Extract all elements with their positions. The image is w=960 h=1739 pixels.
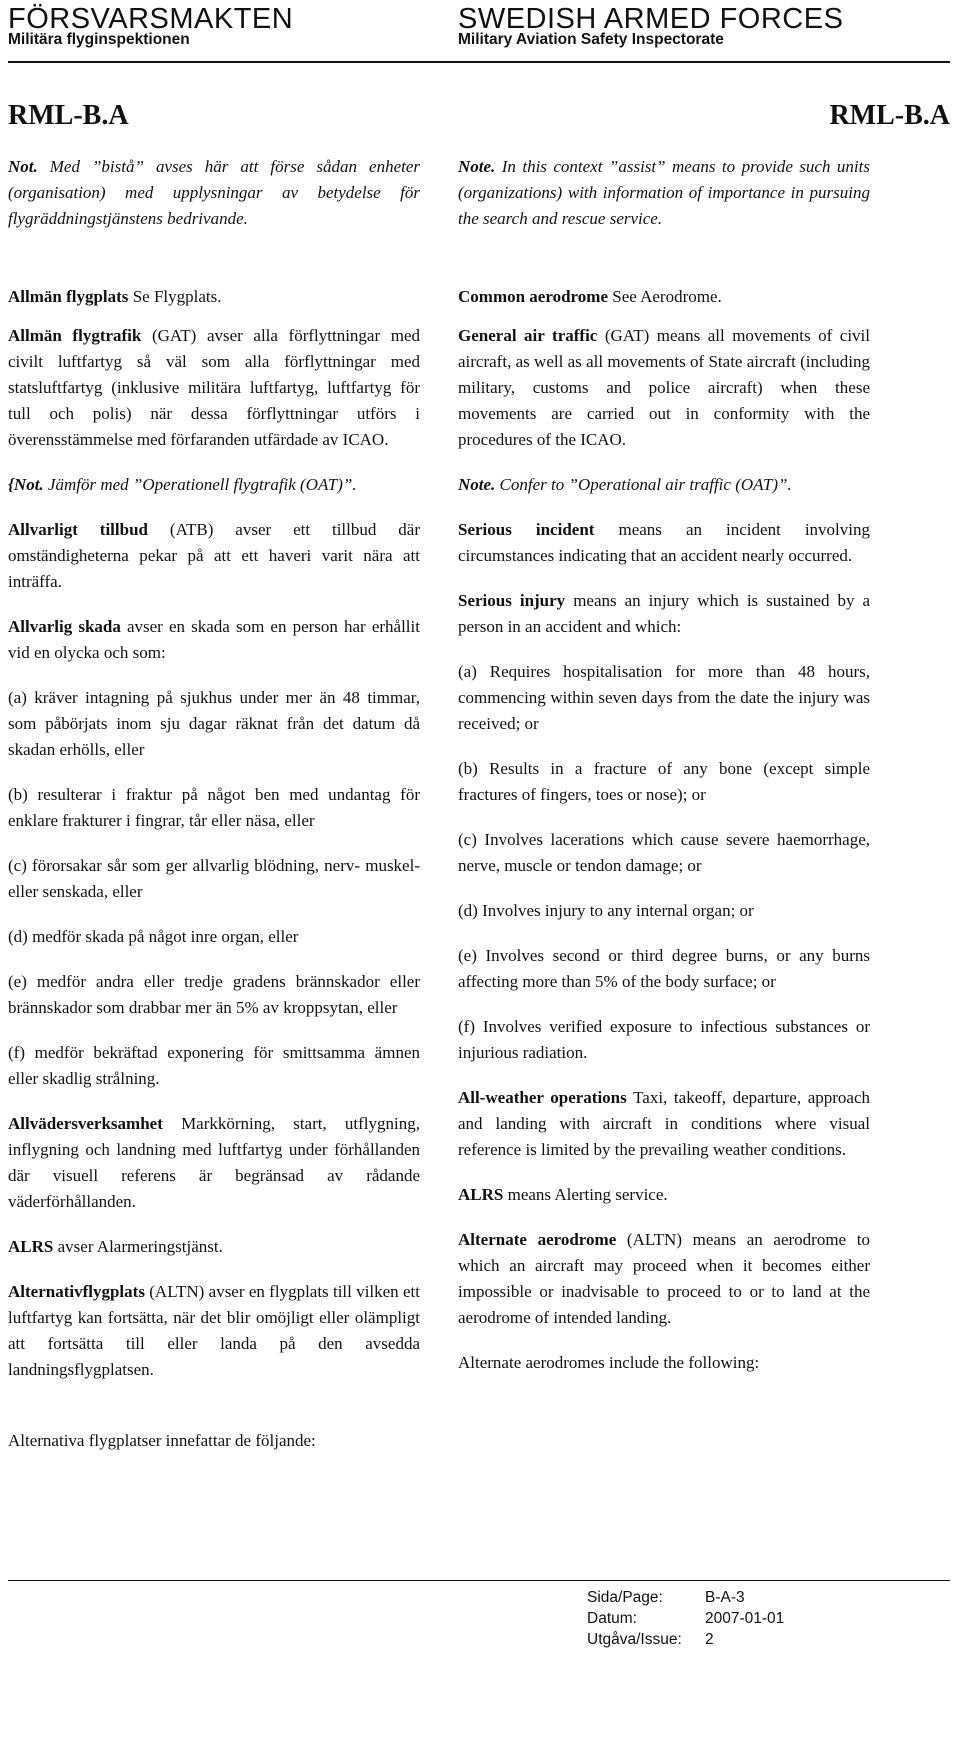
list-item-c: (c) Involves lacerations which cause severe haemorrhage, nerve, muscle or tendon damage; or xyxy=(458,830,870,875)
term-allvadersverksamhet: Allvädersverksamhet Markkörning, start, utflygning, inflygning och landning med luftfartyg under förhållanden där visuell referens är begränsad av rådande väderförhållanden. xyxy=(8,1114,420,1211)
footer-info xyxy=(587,1587,784,1650)
term-allvarlig-skada: Allvarlig skada avser en skada som en person har erhållit vid en olycka och som: xyxy=(8,617,420,662)
header-divider xyxy=(8,61,950,63)
footer-date-row xyxy=(587,1608,784,1629)
note-oat: {Not. Jämför med ”Operationell flygtrafik (OAT)”. xyxy=(8,475,357,494)
footer-issue-row xyxy=(587,1629,784,1650)
term-allman-flygplats: Allmän flygplats Se Flygplats. xyxy=(8,287,222,306)
term-all-weather-operations: All-weather operations Taxi, takeoff, departure, approach and landing with aircraft in conditions where visual reference is limited by the prevailing weather conditions. xyxy=(458,1088,871,1159)
note-bista: Not. Med ”bistå” avses här att förse sådan enheter (organisation) med upplysningar av betydelse för flygräddningstjänstens bedrivande. xyxy=(8,157,420,228)
doc-code-right: RML-B.A xyxy=(829,100,950,131)
list-item-a: (a) Requires hospitalisation for more than 48 hours, commencing within seven days from the date the injury was received; or xyxy=(458,662,870,733)
header-sub-en: Military Aviation Safety Inspectorate xyxy=(458,31,724,48)
header-org-sv: FÖRSVARSMAKTEN xyxy=(8,3,294,35)
term-general-air-traffic: General air traffic (GAT) means all movements of civil aircraft, as well as all movements of State aircraft (including military, customs and police aircraft) when these movements are carried out in conformity with the procedures of the ICAO. xyxy=(458,326,870,449)
page-value: B-A-3 xyxy=(705,1589,745,1606)
list-item-f: (f) Involves verified exposure to infectious substances or injurious radiation. xyxy=(458,1017,870,1062)
list-item-d: (d) medför skada på något inre organ, eller xyxy=(8,927,299,946)
footer-divider xyxy=(8,1580,950,1581)
list-item-e: (e) Involves second or third degree burns, or any burns affecting more than 5% of the body surface; or xyxy=(458,946,870,991)
list-item-b: (b) Results in a fracture of any bone (except simple fractures of fingers, toes or nose); or xyxy=(458,759,870,804)
header-sub-sv: Militära flyginspektionen xyxy=(8,31,190,48)
closing-line: Alternativa flygplatser innefattar de följande: xyxy=(8,1431,316,1450)
list-item-f: (f) medför bekräftad exponering för smittsamma ämnen eller skadlig strålning. xyxy=(8,1043,420,1088)
header-org-en: SWEDISH ARMED FORCES xyxy=(458,3,844,35)
footer-page-row xyxy=(587,1587,784,1608)
doc-code-left: RML-B.A xyxy=(8,100,129,131)
term-allvarligt-tillbud: Allvarligt tillbud (ATB) avser ett tillbud där omständigheterna pekar på att ett haveri varit nära att inträffa. xyxy=(8,520,420,591)
note-assist: Note. In this context ”assist” means to provide such units (organizations) with information of importance in pursuing the search and rescue service. xyxy=(458,157,870,228)
left-column xyxy=(8,154,420,1454)
issue-value: 2 xyxy=(705,1631,714,1648)
term-serious-incident: Serious incident means an incident involving circumstances indicating that an accident nearly occurred. xyxy=(458,520,871,565)
term-alternate-aerodrome: Alternate aerodrome (ALTN) means an aerodrome to which an aircraft may proceed when it becomes either impossible or inadvisable to proceed to or to land at the aerodrome of intended landing. xyxy=(458,1230,870,1327)
date-label: Datum: xyxy=(587,1610,637,1627)
issue-label: Utgåva/Issue: xyxy=(587,1631,682,1648)
closing-line: Alternate aerodromes include the following: xyxy=(458,1353,760,1372)
right-column xyxy=(458,154,870,1376)
term-allman-flygtrafik: Allmän flygtrafik (GAT) avser alla förflyttningar med civilt luftfartyg så väl som alla förflyttningar med statsluftfartyg (inklusive militära luftfartyg, luftfartyg för tull och polis) när dessa förflyttningar utförs i överensstämmelse med förfaranden utfärdade av ICAO. xyxy=(8,326,420,449)
list-item-b: (b) resulterar i fraktur på något ben med undantag för enklare frakturer i fingrar, tår eller näsa, eller xyxy=(8,785,420,830)
date-value: 2007-01-01 xyxy=(705,1610,785,1627)
term-serious-injury: Serious injury means an injury which is sustained by a person in an accident and which: xyxy=(458,591,870,636)
term-alternativflygplats: Alternativflygplats (ALTN) avser en flygplats till vilken ett luftfartyg kan fortsätta, när det blir omöjligt eller olämpligt att fortsätta till eller landa på den avsedda landningsflygplatsen. xyxy=(8,1282,420,1379)
list-item-d: (d) Involves injury to any internal organ; or xyxy=(458,901,754,920)
note-oat: Note. Confer to ”Operational air traffic (OAT)”. xyxy=(458,475,792,494)
term-common-aerodrome: Common aerodrome See Aerodrome. xyxy=(458,287,722,306)
term-alrs: ALRS means Alerting service. xyxy=(458,1185,668,1204)
term-alrs: ALRS avser Alarmeringstjänst. xyxy=(8,1237,223,1256)
list-item-e: (e) medför andra eller tredje gradens brännskador eller brännskador som drabbar mer än 5% av kroppsytan, eller xyxy=(8,972,420,1017)
list-item-a: (a) kräver intagning på sjukhus under mer än 48 timmar, som påbörjats inom sju dagar räknat från det datum då skadan erhölls, eller xyxy=(8,688,420,759)
page-label: Sida/Page: xyxy=(587,1589,663,1606)
list-item-c: (c) förorsakar sår som ger allvarlig blödning, nerv- muskel- eller senskada, eller xyxy=(8,856,420,901)
